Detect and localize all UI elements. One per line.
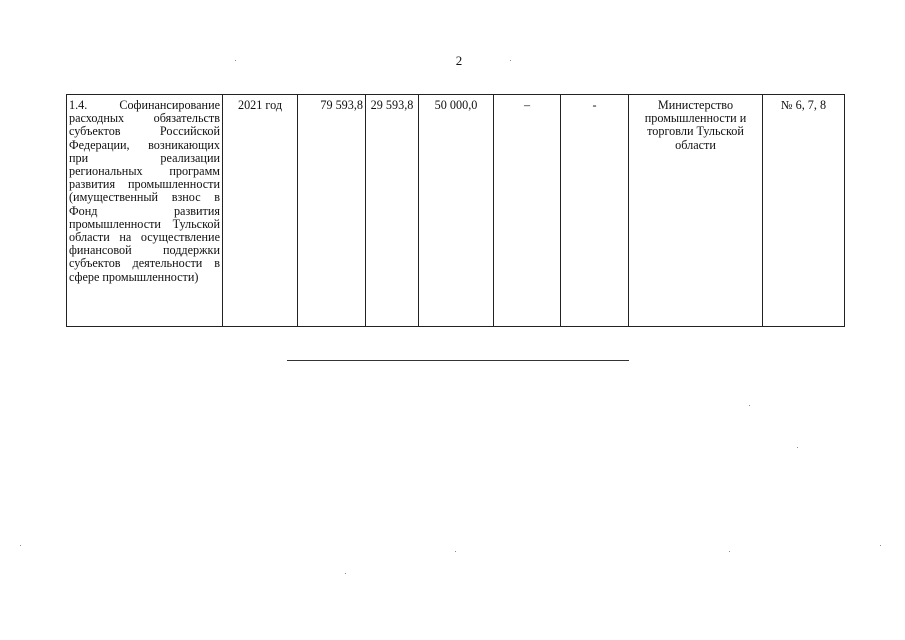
- amount-a-cell: 29 593,8: [366, 95, 419, 327]
- scan-speck: [797, 447, 798, 448]
- separator-line: [287, 360, 629, 361]
- page-number: 2: [455, 53, 463, 68]
- measure-name-cell: 1.4. Софинансирование расходных обязательств субъектов Российской Федерации, возникающих при реализации региональных программ развития промышленности (имущественный взнос в Фонд развития промышленности Тульской области на осуществление финансовой поддержки субъектов деятельности в сфере промышленности): [67, 95, 223, 327]
- amount-b-cell: 50 000,0: [419, 95, 494, 327]
- scan-speck: [729, 551, 730, 552]
- program-table: [66, 94, 845, 327]
- references-cell: № 6, 7, 8: [763, 95, 845, 327]
- amount-d-cell: -: [561, 95, 629, 327]
- table-row: [67, 95, 845, 327]
- scan-speck: [749, 405, 750, 406]
- scan-speck: [345, 573, 346, 574]
- scan-speck: [510, 60, 511, 61]
- amount-c-cell: –: [494, 95, 561, 327]
- scan-speck: [455, 551, 456, 552]
- scan-speck: [880, 545, 881, 546]
- executor-cell: Министерство промышленности и торговли Тульской области: [629, 95, 763, 327]
- scan-speck: [235, 60, 236, 61]
- total-amount-cell: 79 593,8: [298, 95, 366, 327]
- scan-speck: [20, 545, 21, 546]
- year-cell: 2021 год: [223, 95, 298, 327]
